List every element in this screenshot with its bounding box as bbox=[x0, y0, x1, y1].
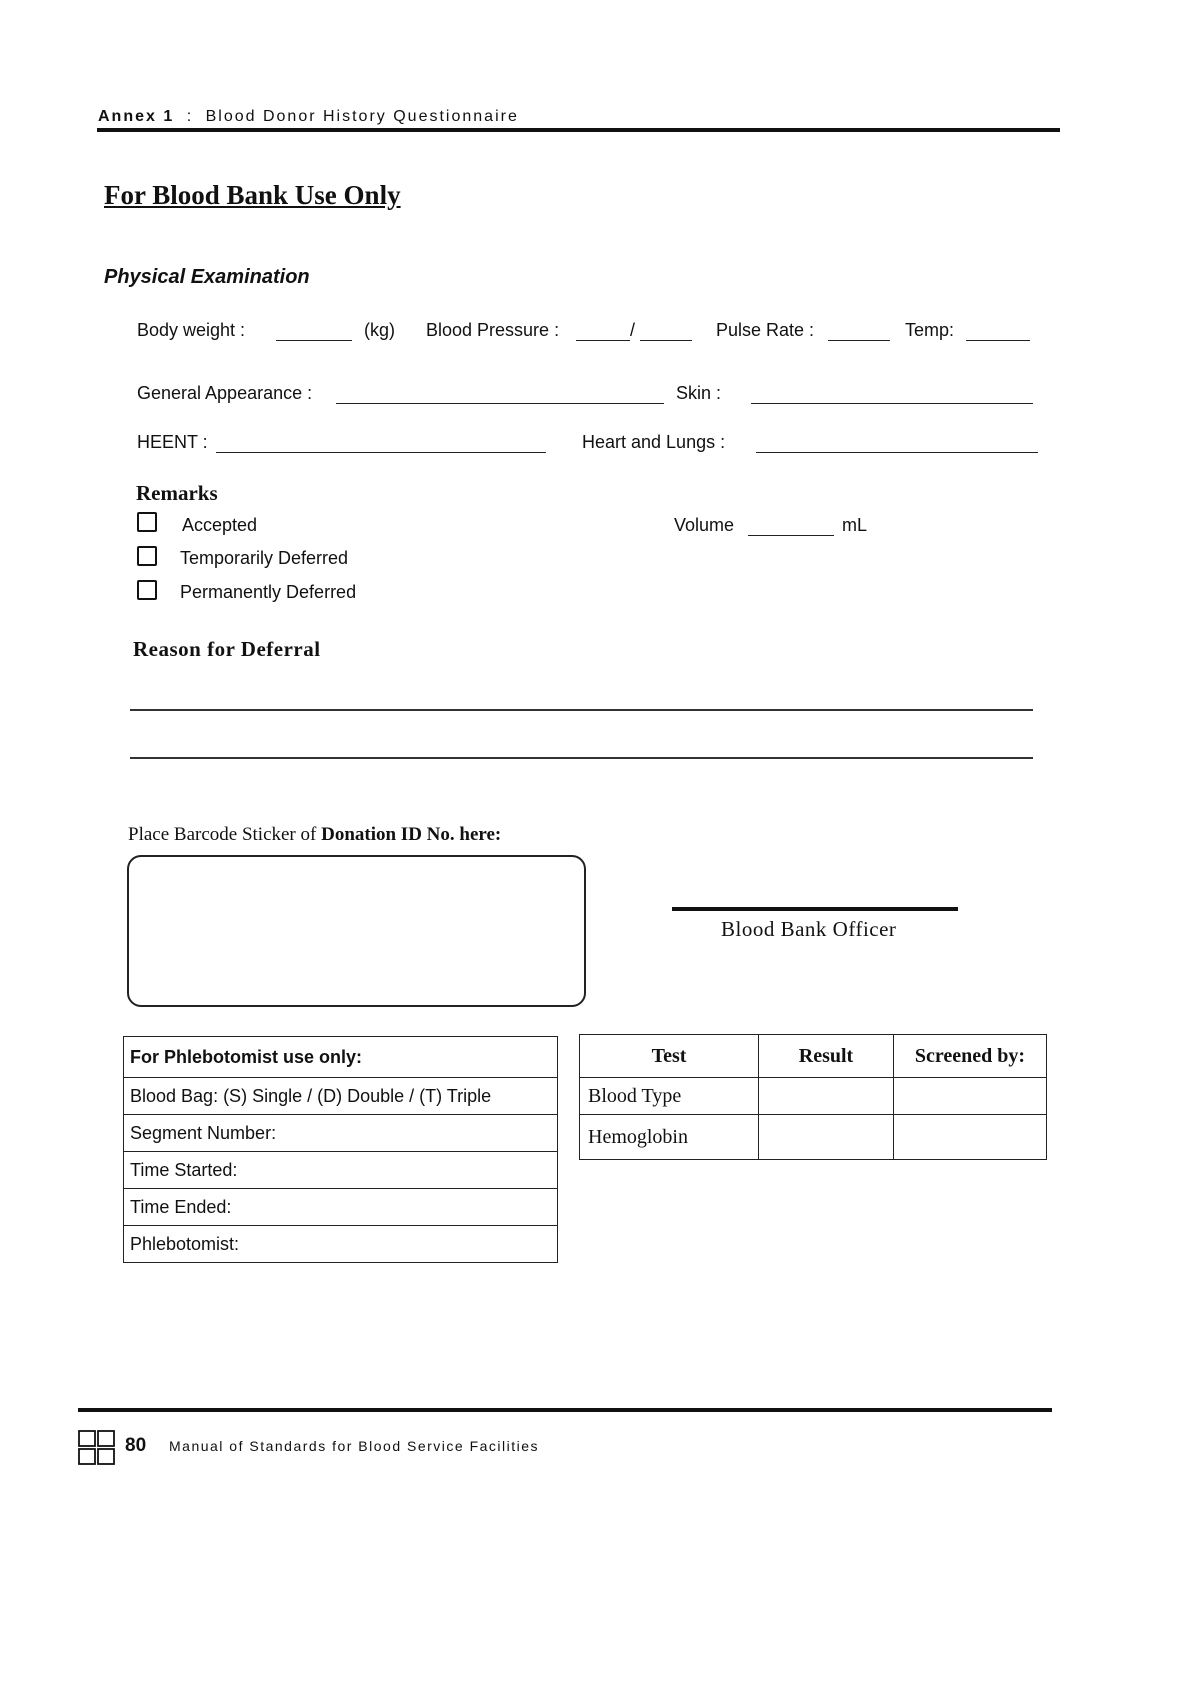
temporarily-deferred-checkbox[interactable] bbox=[137, 546, 157, 566]
test-table bbox=[579, 1034, 1047, 1160]
phlebotomist-table bbox=[123, 1036, 558, 1263]
table-row bbox=[124, 1037, 558, 1078]
table-row bbox=[580, 1115, 1047, 1160]
pulse-rate-field[interactable] bbox=[828, 322, 890, 341]
blood-bag-row[interactable]: Blood Bag: (S) Single / (D) Double / (T) Triple bbox=[124, 1078, 558, 1115]
page-title: For Blood Bank Use Only bbox=[104, 180, 401, 210]
volume-field[interactable] bbox=[748, 517, 834, 536]
running-header bbox=[98, 108, 519, 126]
manual-title: Manual of Standards for Blood Service Facilities bbox=[169, 1438, 540, 1454]
body-weight-unit: (kg) bbox=[364, 320, 395, 340]
permanently-deferred-label: Permanently Deferred bbox=[180, 582, 357, 602]
temporarily-deferred-label: Temporarily Deferred bbox=[180, 548, 349, 568]
phlebotomist-header: For Phlebotomist use only: bbox=[124, 1037, 558, 1078]
blood-type-cell: Blood Type bbox=[580, 1078, 759, 1115]
table-row[interactable] bbox=[124, 1226, 558, 1263]
hemoglobin-cell: Hemoglobin bbox=[580, 1115, 759, 1160]
accepted-checkbox[interactable] bbox=[137, 512, 157, 532]
barcode-label-bold: Donation ID No. here: bbox=[321, 824, 502, 845]
manual-logo-icon bbox=[78, 1430, 116, 1466]
annex-label: Annex 1 bbox=[98, 108, 175, 125]
table-row[interactable] bbox=[124, 1115, 558, 1152]
time-started-row[interactable]: Time Started: bbox=[124, 1152, 558, 1189]
time-ended-row[interactable]: Time Ended: bbox=[124, 1189, 558, 1226]
table-row bbox=[580, 1035, 1047, 1078]
barcode-label bbox=[128, 824, 501, 846]
table-row[interactable] bbox=[124, 1078, 558, 1115]
body-weight-label: Body weight : bbox=[137, 320, 246, 340]
heart-lungs-label: Heart and Lungs : bbox=[582, 432, 726, 452]
blood-type-result-cell[interactable] bbox=[759, 1078, 894, 1115]
officer-label: Blood Bank Officer bbox=[721, 917, 897, 941]
table-row[interactable] bbox=[124, 1152, 558, 1189]
general-appearance-field[interactable] bbox=[336, 385, 664, 404]
test-column-header: Test bbox=[580, 1035, 759, 1078]
header-separator: : bbox=[186, 108, 194, 125]
temp-label: Temp: bbox=[905, 320, 955, 340]
remarks-heading: Remarks bbox=[136, 481, 218, 505]
hemoglobin-result-cell[interactable] bbox=[759, 1115, 894, 1160]
barcode-sticker-box[interactable] bbox=[127, 855, 586, 1007]
phlebotomist-row[interactable]: Phlebotomist: bbox=[124, 1226, 558, 1263]
physical-exam-heading: Physical Examination bbox=[104, 266, 310, 288]
deferral-heading: Reason for Deferral bbox=[133, 637, 321, 661]
bp-diastolic-field[interactable] bbox=[640, 322, 692, 341]
temp-field[interactable] bbox=[966, 322, 1030, 341]
table-row bbox=[580, 1078, 1047, 1115]
skin-field[interactable] bbox=[751, 385, 1033, 404]
footer-rule bbox=[78, 1408, 1052, 1412]
pulse-rate-label: Pulse Rate : bbox=[716, 320, 815, 340]
body-weight-field[interactable] bbox=[276, 322, 352, 341]
heart-lungs-field[interactable] bbox=[756, 434, 1038, 453]
general-appearance-label: General Appearance : bbox=[137, 383, 313, 403]
bp-systolic-field[interactable] bbox=[576, 322, 630, 341]
deferral-line-2[interactable] bbox=[130, 757, 1033, 759]
barcode-label-prefix: Place Barcode Sticker of bbox=[128, 824, 322, 845]
segment-number-row[interactable]: Segment Number: bbox=[124, 1115, 558, 1152]
page-number: 80 bbox=[125, 1435, 147, 1456]
officer-signature-line[interactable] bbox=[672, 907, 958, 911]
table-row[interactable] bbox=[124, 1189, 558, 1226]
header-rule bbox=[97, 128, 1060, 132]
blood-pressure-label: Blood Pressure : bbox=[426, 320, 560, 340]
volume-label: Volume bbox=[674, 515, 735, 535]
result-column-header: Result bbox=[759, 1035, 894, 1078]
deferral-line-1[interactable] bbox=[130, 709, 1033, 711]
header-doc-title: Blood Donor History Questionnaire bbox=[205, 108, 519, 125]
skin-label: Skin : bbox=[676, 383, 722, 403]
heent-label: HEENT : bbox=[137, 432, 208, 452]
blood-type-screened-cell[interactable] bbox=[894, 1078, 1047, 1115]
heent-field[interactable] bbox=[216, 434, 546, 453]
volume-unit: mL bbox=[842, 515, 868, 535]
permanently-deferred-checkbox[interactable] bbox=[137, 580, 157, 600]
hemoglobin-screened-cell[interactable] bbox=[894, 1115, 1047, 1160]
screened-by-column-header: Screened by: bbox=[894, 1035, 1047, 1078]
accepted-label: Accepted bbox=[182, 515, 258, 535]
bp-slash: / bbox=[630, 320, 636, 340]
